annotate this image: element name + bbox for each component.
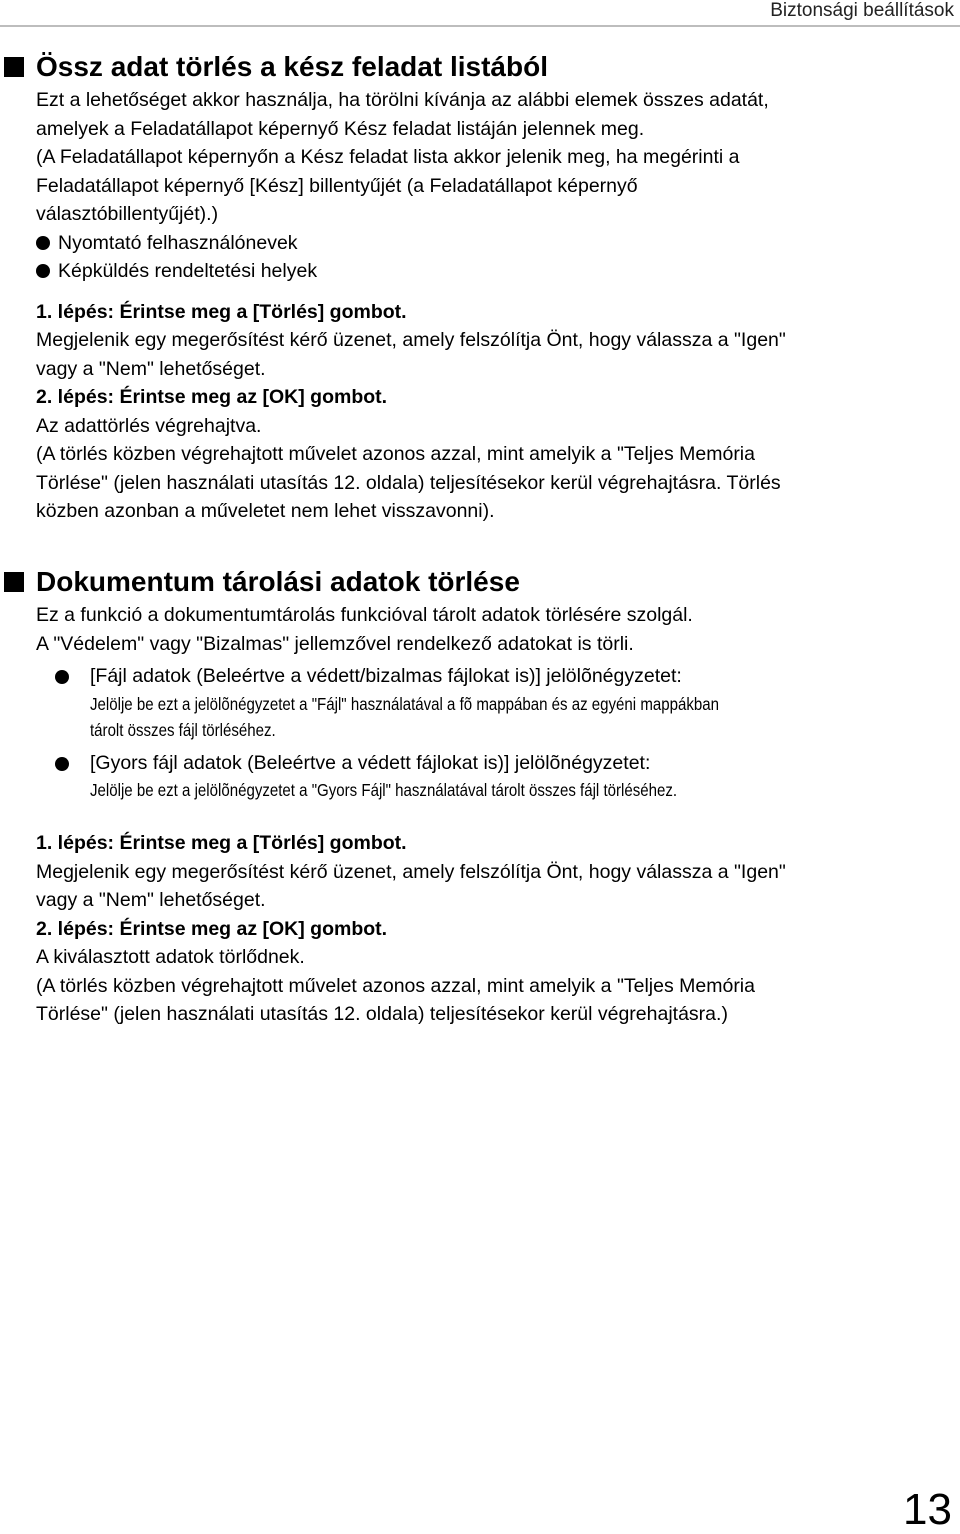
text-line: amelyek a Feladatállapot képernyő Kész feladat listáján jelennek meg. — [36, 117, 645, 140]
checkbox-name: [Fájl adatok (Beleértve a védett/bizalmas fájlokat is)] jelölõnégyzetet: — [90, 665, 682, 687]
section-document-filing-data — [0, 565, 960, 1029]
steps — [0, 298, 960, 526]
running-header: Biztonsági beállítások — [770, 0, 954, 21]
bullet-list — [0, 229, 960, 286]
section-title: Össz adat törlés a kész feladat listából — [36, 51, 548, 82]
steps — [0, 829, 960, 1029]
section-heading — [0, 50, 960, 84]
text-line: Megjelenik egy megerősítést kérő üzenet, amely felszólítja Önt, hogy válassza a "Igen" — [36, 329, 786, 351]
text-line: Törlése" (jelen használati utasítás 12. oldala) teljesítésekor kerül végrehajtásra. Törlés — [36, 471, 781, 494]
section-title: Dokumentum tárolási adatok törlése — [36, 566, 520, 597]
text-line: Feladatállapot képernyő [Kész] billentyűjét (a Feladatállapot képernyő — [36, 174, 638, 197]
step-heading: 2. lépés: Érintse meg az [OK] gombot. — [36, 386, 388, 408]
checkbox-descriptions — [0, 662, 960, 803]
section-heading — [0, 565, 960, 599]
text-line: Ezt a lehetőséget akkor használja, ha törölni kívánja az alábbi elemek összes adatát, — [36, 89, 769, 111]
checkbox-description: tárolt összes fájl törléséhez. — [90, 719, 276, 740]
step-heading: 2. lépés: Érintse meg az [OK] gombot. — [36, 917, 388, 940]
list-item — [0, 749, 960, 804]
checkbox-description: Jelölje be ezt a jelölõnégyzetet a "Gyors Fájl" használatával tárolt összes fájl törléséhez. — [90, 780, 678, 800]
text-line: Ez a funkció a dokumentumtárolás funkcióval tárolt adatok törlésére szolgál. — [36, 604, 693, 626]
list-item-label: Képküldés rendeltetési helyek — [58, 260, 318, 282]
header-rule — [0, 25, 960, 27]
text-line: közben azonban a műveletet nem lehet visszavonni). — [36, 500, 495, 522]
square-bullet-icon — [4, 57, 24, 77]
page-number: 13 — [903, 1485, 952, 1534]
text-line: választóbillentyűjét).) — [36, 203, 219, 225]
list-item-label: Nyomtató felhasználónevek — [58, 231, 298, 254]
checkbox-name: [Gyors fájl adatok (Beleértve a védett fájlokat is)] jelölõnégyzetet: — [90, 751, 651, 774]
section-intro — [0, 86, 960, 229]
bullet-dot-icon — [36, 264, 50, 278]
text-line: Törlése" (jelen használati utasítás 12. oldala) teljesítésekor kerül végrehajtásra.) — [36, 1003, 728, 1025]
text-line: (A törlés közben végrehajtott művelet azonos azzal, mint amelyik a "Teljes Memória — [36, 974, 755, 997]
square-bullet-icon — [4, 572, 24, 592]
list-item — [0, 257, 960, 286]
section-complete-job-list — [0, 50, 960, 526]
text-line: (A törlés közben végrehajtott művelet azonos azzal, mint amelyik a "Teljes Memória — [36, 443, 755, 465]
text-line: Az adattörlés végrehajtva. — [36, 414, 262, 437]
bullet-dot-icon — [55, 757, 69, 771]
text-line: vagy a "Nem" lehetőséget. — [36, 889, 266, 911]
bullet-dot-icon — [55, 670, 69, 684]
step-heading: 1. lépés: Érintse meg a [Törlés] gombot. — [36, 300, 407, 323]
text-line: vagy a "Nem" lehetőséget. — [36, 357, 266, 380]
step-heading: 1. lépés: Érintse meg a [Törlés] gombot. — [36, 832, 407, 854]
checkbox-description: Jelölje be ezt a jelölõnégyzetet a "Fájl" használatával a fõ mappában és az egyéni mappákban — [90, 693, 719, 714]
text-line: (A Feladatállapot képernyőn a Kész feladat lista akkor jelenik meg, ha megérinti a — [36, 146, 740, 168]
text-line: Megjelenik egy megerősítést kérő üzenet, amely felszólítja Önt, hogy válassza a "Igen" — [36, 860, 786, 883]
section-intro — [0, 601, 960, 658]
list-item — [0, 229, 960, 258]
bullet-dot-icon — [36, 236, 50, 250]
list-item — [0, 662, 960, 743]
text-line: A "Védelem" vagy "Bizalmas" jellemzővel rendelkező adatokat is törli. — [36, 632, 634, 655]
text-line: A kiválasztott adatok törlődnek. — [36, 946, 305, 968]
